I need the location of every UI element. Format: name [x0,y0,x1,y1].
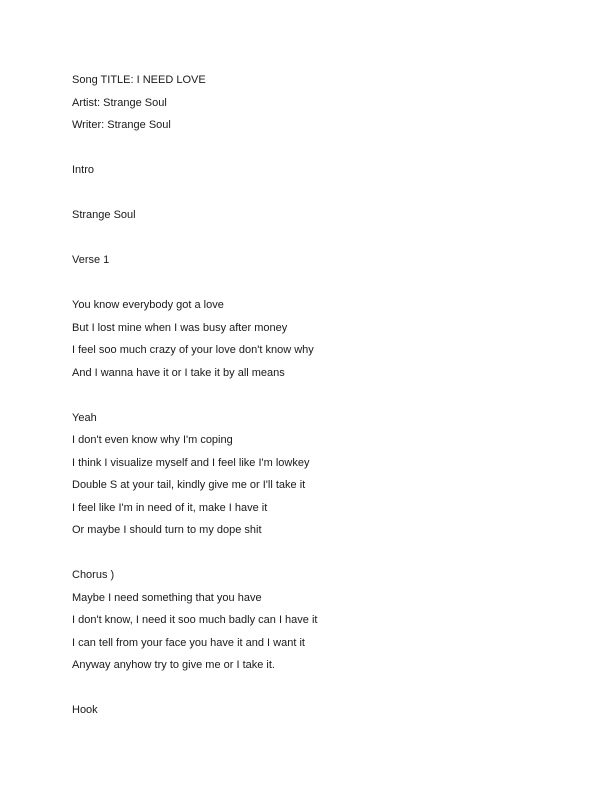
section-performer [72,208,552,253]
lyric-line: You know everybody got a love [72,299,224,311]
lyric-line: But I lost mine when I was busy after money [72,321,288,334]
lyric-line: I don't even know why I'm coping [72,434,233,446]
verse-1-lines [72,298,552,411]
performer-label: Strange Soul [72,209,136,221]
lyric-line: Double S at your tail, kindly give me or I'll take it [72,479,306,491]
section-hook [72,703,552,748]
lyric-line: Or maybe I should turn to my dope shit [72,524,262,536]
section-heading-chorus: Chorus ) [72,569,115,581]
section-verse-1-heading [72,253,552,298]
lyric-line: I can tell from your face you have it and I want it [72,636,305,649]
section-heading-verse-1: Verse 1 [72,254,110,266]
writer-line: Writer: Strange Soul [72,119,171,131]
lyric-line: I feel soo much crazy of your love don't know why [72,344,314,356]
verse-1-continued-lines [72,411,552,569]
section-heading-intro: Intro [72,164,95,176]
lyric-line: Maybe I need something that you have [72,591,262,604]
section-chorus [72,568,552,703]
lyric-line: I think I visualize myself and I feel like I'm lowkey [72,456,310,469]
song-title: Song TITLE: I NEED LOVE [72,74,206,86]
lyric-line: And I wanna have it or I take it by all means [72,366,285,379]
lyric-line: I feel like I'm in need of it, make I have it [72,501,268,514]
section-heading-hook: Hook [72,704,98,716]
title-block [72,73,552,163]
lyric-line: I don't know, I need it soo much badly can I have it [72,614,318,626]
section-intro [72,163,552,208]
lyric-line: Anyway anyhow try to give me or I take it. [72,659,275,671]
lyric-line: Yeah [72,411,97,424]
artist-line: Artist: Strange Soul [72,96,167,109]
